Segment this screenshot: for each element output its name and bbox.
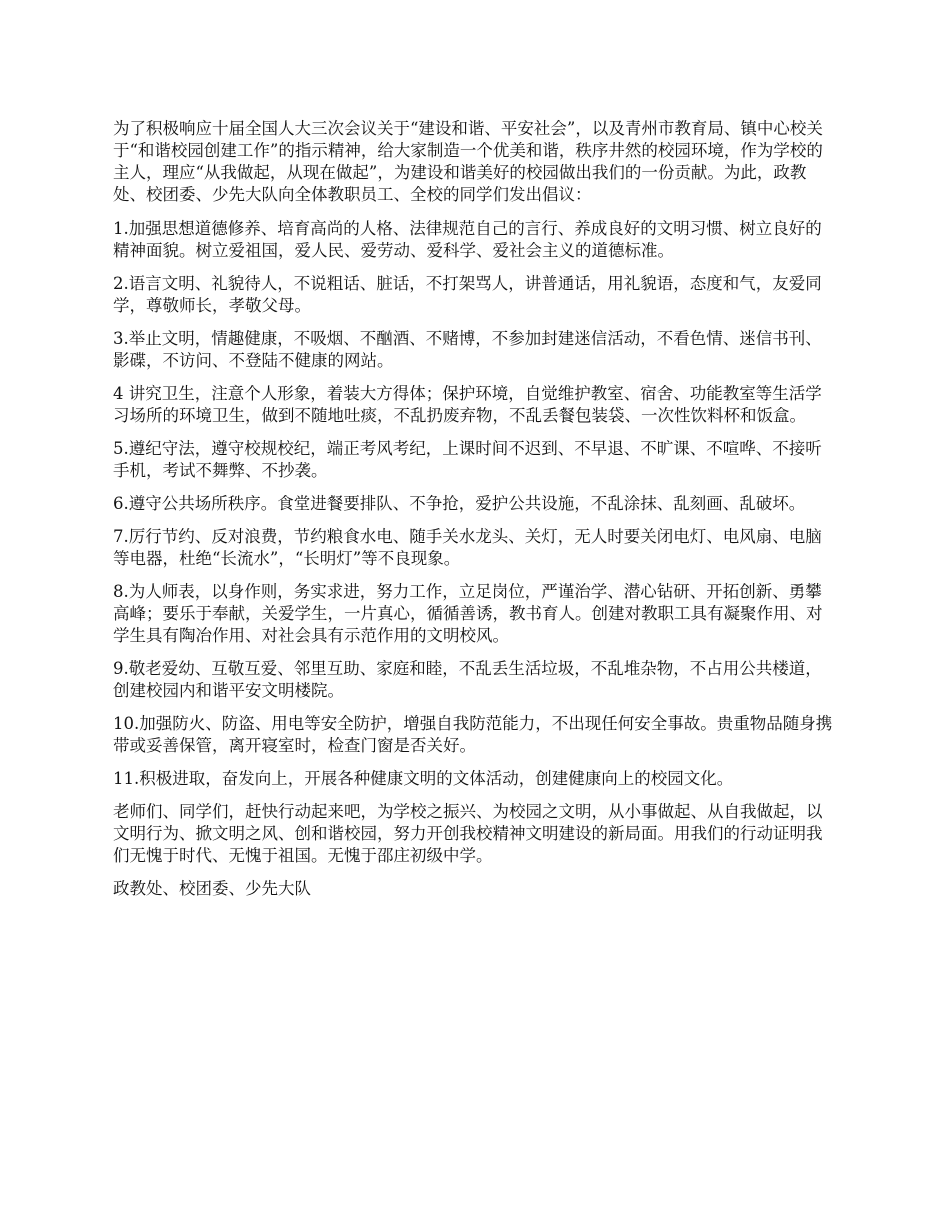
proposal-item-6: 6.遵守公共场所秩序。食堂进餐要排队、不争抢，爱护公共设施，不乱涂抹、乱刻画、乱破坏。 — [113, 494, 806, 513]
proposal-item-4: 4 讲究卫生，注意个人形象，着装大方得体；保护环境，自觉维护教室、宿舍、功能教室等生活学习场所的环境卫生，做到不随地吐痰，不乱扔废弃物，不乱丢餐包装袋、一次性饮料杯和饭盒。 — [113, 384, 822, 425]
proposal-item-2: 2.语言文明、礼貌待人，不说粗话、脏话，不打架骂人，讲普通话，用礼貌语，态度和气，友爱同学，尊敬师长，孝敬父母。 — [113, 274, 822, 315]
closing-paragraph: 老师们、同学们，赶快行动起来吧，为学校之振兴、为校园之文明，从小事做起、从自我做起，以文明行为、掀文明之风、创和谐校园，努力开创我校精神文明建设的新局面。用我们的行动证明我们无愧于时代、无愧于祖国。无愧于邵庄初级中学。 — [113, 802, 823, 865]
intro-paragraph: 为了积极响应十届全国人大三次会议关于“建设和谐、平安社会”，以及青州市教育局、镇中心校关于“和谐校园创建工作”的指示精神，给大家制造一个优美和谐，秩序井然的校园环境，作为学校的主人，理应“从我做起，从现在做起”，为建设和谐美好的校园做出我们的一份贡献。为此，政教处、校团委、少先大队向全体教职员工、全校的同学们发出倡议： — [113, 119, 823, 204]
proposal-item-9: 9.敬老爱幼、互敬互爱、邻里互助、家庭和睦，不乱丢生活垃圾，不乱堆杂物，不占用公共楼道，创建校园内和谐平安文明楼院。 — [113, 659, 822, 700]
proposal-item-8: 8.为人师表，以身作则，务实求进，努力工作，立足岗位，严谨治学、潜心钻研、开拓创新、勇攀高峰；要乐于奉献，关爱学生，一片真心，循循善诱，教书育人。创建对教职工具有凝聚作用、对学生具有陶冶作用、对社会具有示范作用的文明校风。 — [113, 582, 823, 645]
proposal-item-11: 11.积极进取，奋发向上，开展各种健康文明的文体活动，创建健康向上的校园文化。 — [113, 769, 734, 788]
signature: 政教处、校团委、少先大队 — [113, 879, 311, 898]
proposal-item-10: 10.加强防火、防盗、用电等安全防护，增强自我防范能力，不出现任何安全事故。贵重物品随身携带或妥善保管，离开寝室时，检查门窗是否关好。 — [113, 714, 833, 755]
proposal-item-3: 3.举止文明，情趣健康，不吸烟、不酗酒、不赌博，不参加封建迷信活动，不看色情、迷信书刊、影碟，不访问、不登陆不健康的网站。 — [113, 329, 822, 370]
proposal-item-5: 5.遵纪守法，遵守校规校纪，端正考风考纪，上课时间不迟到、不早退、不旷课、不喧哗、不接听手机，考试不舞弊、不抄袭。 — [113, 439, 822, 480]
proposal-item-7: 7.厉行节约、反对浪费，节约粮食水电、随手关水龙头、关灯，无人时要关闭电灯、电风扇、电脑等电器，杜绝“长流水”，“长明灯”等不良现象。 — [113, 527, 822, 568]
proposal-item-1: 1.加强思想道德修养、培育高尚的人格、法律规范自己的言行、养成良好的文明习惯、树立良好的精神面貌。树立爱祖国，爱人民、爱劳动、爱科学、爱社会主义的道德标准。 — [113, 219, 822, 260]
